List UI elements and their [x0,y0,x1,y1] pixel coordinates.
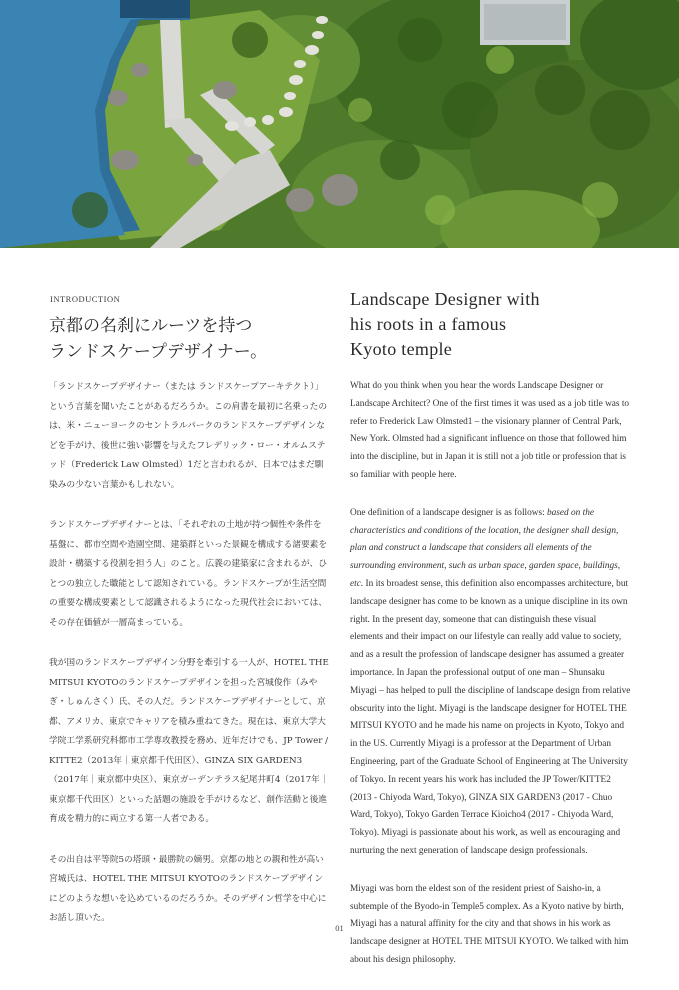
japanese-paragraph-1: 「ランドスケープデザイナー（または ランドスケープアーキテクト）」という言葉を聞いたことがあるだろうか。この肩書を最初に名乗ったのは、米・ニューヨークのセントラルパークのランドスケープデザインなどを手がけ、後世に強い影響を与えたフレデリック・ロー・オルムステッド（Frederick Law Olmsted）1だと言われるが、日本ではまだ馴染みの少ない言葉かもしれない。 [49,382,327,490]
section-kicker: INTRODUCTION [50,294,121,304]
definition-rest: In its broadest sense, this definition also encompasses architecture, but landscape designer has come to be known as a unique discipline in its own right. In the present day, someone that can distinguish these visual elements and their impact on our lifestyle can really add value to society, and as a result the profession of landscape designer has assumed a greater importance. In Japan the professional output of one man – Shunsaku Miyagi – has helped to pull the discipline of landscape design from relative obscurity into the light. Miyagi is the landscape designer for HOTEL THE MITSUI KYOTO and he made his name on projects in Kyoto, Tokyo and in the US. Currently Miyagi is a professor at the Department of Urban Engineering, part of the Graduate School of Engineering at The University of Tokyo. In recent years his work has included the JP Tower/KITTE2 (2013 - Chiyoda Ward, Tokyo), GINZA SIX GARDEN3 (2017 - Chuo Ward, Tokyo), Tokyo Garden Terrace Kioicho4 (2017 - Chiyoda Ward, Tokyo). Miyagi is passionate about his work, as well as encouraging and nurturing the next generation of landscape design professionals. [350,578,631,856]
definition-italic: based on the characteristics and conditions of the location, the designer shall design, plan and construct a landscape that considers all elements of the surrounding environment, such as urban space, garden space, buildings, etc. [350,507,621,589]
english-paragraph-1: What do you think when you hear the words Landscape Designer or Landscape Architect? One of the first times it was used as a job title was to refer to Frederick Law Olmsted1 – the visionary planner of Central Park, New York. Olmsted had a significant influence on those that followed him into the discipline, but in Japan it is still not a job title or profession that is so familiar with people here. [350,381,630,480]
english-body [350,378,631,990]
japanese-title: 京都の名刹にルーツを持つ ランドスケープデザイナー。 [49,316,268,362]
english-paragraph-3: Miyagi was born the eldest son of the resident priest of Saisho-in, a subtemple of the Byodo-in Temple5 complex. As a Kyoto native by birth, Miyagi has a natural affinity for the city and that shows in his work as landscape designer at HOTEL THE MITSUI KYOTO. We talked with him about his design philosophy. [350,883,629,965]
japanese-paragraph-3: 我が国のランドスケープデザイン分野を牽引する一人が、HOTEL THE MITSUI KYOTOのランドスケープデザインを担った宮城俊作（みやぎ・しゅんさく）氏、その人だ。ランドスケープデザイナーとして、京都、アメリカ、東京でキャリアを積み重ねてきた。現在は、東京大学大学院工学系研究科都市工学専攻教授を務め、近年だけでも、JP Tower / KITTE2（2013年｜東京都千代田区）、GINZA SIX GARDEN3（2017年｜東京都中央区）、東京ガーデンテラス紀尾井町4（2017年｜東京都千代田区）といった話題の施設を手がけるなど、創作活動と後進育成を精力的に両立する第一人者である。 [49,658,329,824]
japanese-paragraph-2: ランドスケープデザイナーとは、「それぞれの土地が持つ個性や条件を基盤に、都市空間や造園空間、建築群といった景観を構成する諸要素を設計・構築する役割を担う人」のこと。広義の建築家に含まれるが、ひとつの独立した職能として認知されている。ランドスケープが生活空間の重要な構成要素として認識されるようになった現代社会においては、その存在価値が一層高まっている。 [49,520,327,628]
english-paragraph-2 [350,505,631,861]
japanese-paragraph-4: その出自は平等院5の塔頭・最勝院の嫡男。京都の地との親和性が高い宮城氏は、HOTEL THE MITSUI KYOTOのランドスケープデザインにどのような想いを込めているのだろうか。そのデザイン哲学を中心にお話し頂いた。 [49,854,327,923]
japanese-body [49,378,330,950]
aerial-garden-illustration [0,0,679,248]
hero-garden-photo [0,0,679,248]
english-title: Landscape Designer with his roots in a famous Kyoto temple [350,289,540,359]
definition-lead: One definition of a landscape designer is as follows: [350,507,547,518]
page-number: 01 [335,923,344,933]
